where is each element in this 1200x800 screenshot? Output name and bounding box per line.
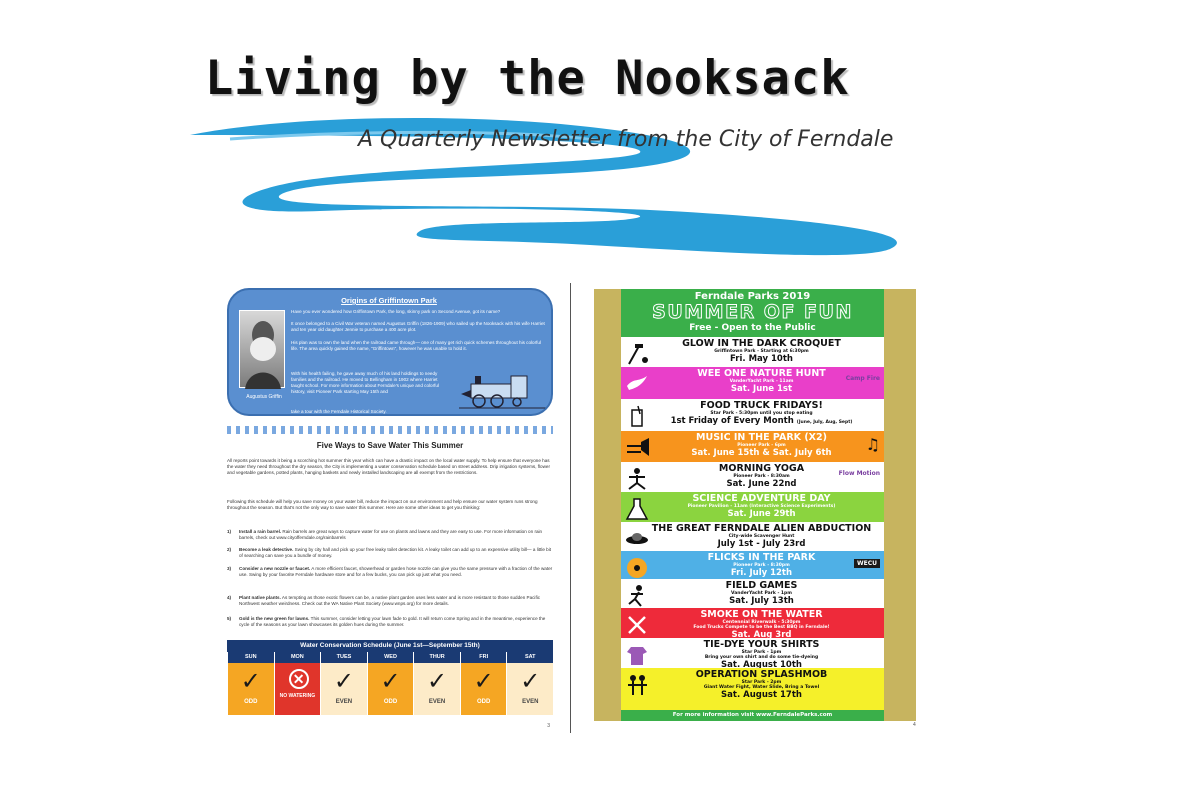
event-location: City-wide Scavenger Hunt	[728, 534, 795, 539]
grill-icon	[625, 613, 649, 637]
event-row	[621, 608, 884, 638]
event-date	[649, 568, 874, 578]
checkmark-icon: ✓	[380, 668, 401, 695]
event-detail: Food Trucks Compete to be the Best BBQ in Ferndale!	[693, 625, 830, 630]
origins-paragraph: His plan was to own the land when the railroad came through— one of many get rich quick schemes throughout his colorful life. The area quickly gained the name, "Griffintown", however he was unable to hold it.	[291, 340, 541, 351]
event-name: OPERATION SPLASHMOB	[695, 669, 828, 680]
schedule-day-label: ODD	[477, 699, 491, 705]
schedule-day-label: ODD	[383, 699, 398, 705]
tip-number: 4)	[227, 595, 232, 600]
checkmark-icon: ✓	[427, 668, 448, 695]
runner-icon	[625, 584, 649, 608]
event-name: GLOW IN THE DARK CROQUET	[682, 338, 841, 349]
event-date-text: 1st Friday of Every Month	[670, 416, 794, 426]
bird-icon	[625, 372, 649, 396]
event-row	[621, 522, 884, 551]
page-number: 4	[913, 722, 916, 728]
event-date	[649, 690, 874, 700]
event-row	[621, 337, 884, 367]
event-date	[649, 539, 874, 549]
film-icon	[625, 556, 649, 579]
schedule-day-header: MON	[274, 652, 321, 663]
checkmark-icon: ✓	[473, 668, 494, 695]
event-name: TIE-DYE YOUR SHIRTS	[703, 639, 820, 650]
sponsor-logo: ♫	[865, 435, 880, 454]
event-date-text: July 1st - July 23rd	[717, 539, 806, 549]
schedule-day-label: EVEN	[335, 699, 353, 705]
event-date	[649, 448, 874, 458]
event-date-text: Sat. June 22nd	[726, 479, 797, 489]
poster-footer: For more information visit www.FerndaleParks.com	[621, 710, 884, 721]
event-name: FLICKS IN THE PARK	[707, 552, 816, 563]
no-watering-icon: ✕	[289, 669, 309, 689]
wave-divider	[227, 426, 553, 434]
event-row	[621, 492, 884, 522]
event-date-text: Sat. June 15th & Sat. July 6th	[691, 448, 832, 458]
event-date-text: Sat. June 29th	[727, 509, 796, 519]
event-date-text: Fri. May 10th	[730, 354, 793, 364]
splash-icon	[625, 673, 649, 697]
event-row	[621, 579, 884, 608]
page-number: 3	[547, 723, 550, 729]
event-location: Centennial Riverwalk - 5:30pm	[722, 620, 801, 625]
event-location: Star Park - 1pm	[741, 650, 782, 655]
checkmark-icon: ✓	[520, 668, 541, 695]
event-date	[649, 509, 874, 519]
event-row	[621, 638, 884, 668]
event-date	[649, 416, 874, 428]
event-name: FIELD GAMES	[725, 580, 798, 591]
event-row	[621, 367, 884, 399]
tip-lead: Consider a new nozzle or faucet.	[239, 566, 311, 571]
trombone-icon	[625, 436, 649, 460]
event-date	[649, 354, 874, 364]
event-location: VanderYacht Park - 1pm	[731, 591, 792, 596]
schedule-day-header: SUN	[227, 652, 274, 663]
schedule-day-cell	[227, 663, 274, 715]
event-row	[621, 462, 884, 492]
event-name: SCIENCE ADVENTURE DAY	[692, 493, 831, 504]
event-row	[621, 431, 884, 462]
tip-text: Rain barrels are great ways to capture water for use on plants and lawns and they are easy to use. For more information on rain barrels, check out www.cityofferndale.org/rainbarrels	[239, 529, 543, 540]
shirt-icon	[625, 643, 649, 667]
event-row	[621, 399, 884, 431]
event-name: FOOD TRUCK FRIDAYS!	[700, 400, 823, 411]
checkmark-icon: ✓	[240, 668, 261, 695]
origins-tour-line: take a tour with the Ferndale Historical Society.	[291, 409, 387, 414]
tip-number: 3)	[227, 566, 232, 571]
tip-lead: Install a rain barrel.	[239, 529, 282, 534]
tip-number: 2)	[227, 547, 232, 552]
checkmark-icon: ✓	[333, 668, 354, 695]
event-location: Star Park - 5:30pm until you stop eating	[710, 411, 813, 416]
schedule-title: Water Conservation Schedule (June 1st—September 15th)	[227, 640, 553, 652]
schedule-day-cell	[506, 663, 553, 715]
drink-icon	[625, 404, 649, 428]
event-name: MORNING YOGA	[718, 463, 805, 474]
schedule-day-header: FRI	[460, 652, 507, 663]
poster-header	[621, 289, 884, 337]
poster-org: Ferndale Parks 2019	[694, 291, 811, 302]
event-location: VanderYacht Park - 11am	[729, 379, 794, 384]
event-date-text: Sat. June 1st	[730, 384, 793, 394]
event-date-text: Sat. August 10th	[721, 660, 802, 668]
ufo-icon	[625, 527, 649, 551]
sponsor-logo: Camp Fire	[845, 375, 880, 382]
water-article-title: Five Ways to Save Water This Summer	[316, 441, 464, 450]
schedule-day-cell	[367, 663, 414, 715]
origins-paragraph: With his health failing, he gave away much of his land holdings to needy families and the railroad. He moved to Bellingham in 1902 where Harriet taught school. For more information about Ferndale's unique and colorful history, visit Pioneer Park starting May 15th and	[291, 371, 439, 394]
schedule-day-header: SAT	[506, 652, 553, 663]
event-row	[621, 668, 884, 710]
event-row	[621, 551, 884, 579]
croquet-icon	[625, 342, 649, 366]
masthead	[170, 35, 940, 260]
page-3	[222, 283, 558, 733]
schedule-day-cells	[227, 663, 553, 715]
schedule-day-cell	[460, 663, 507, 715]
origins-title: Origins of Griffintown Park	[341, 296, 437, 305]
portrait-caption: Augustus Griffin	[246, 394, 282, 400]
event-date-text: Sat. Aug 3rd	[731, 630, 792, 638]
tip-text: As tempting as those exotic flowers can be, a native plant garden uses less water and is more resistant to those sudden Pacific Northwest weather weirdness. Check out the WA Native Plant Society (www.wnps.org) for more details.	[239, 595, 541, 606]
tip-lead: Gold is the new green for lawns.	[239, 616, 310, 621]
event-name: THE GREAT FERNDALE ALIEN ABDUCTION	[651, 523, 872, 534]
schedule-day-header: WED	[367, 652, 414, 663]
event-location: Griffintown Park - Starting at 6:30pm	[714, 349, 809, 354]
tip-text: Swing by city hall and pick up your free leaky toilet detection kit. A leaky toilet can add up to an expensive utility bill— a little bit of searching can save you a bundle of money.	[239, 547, 552, 558]
schedule-day-label: EVEN	[428, 699, 446, 705]
event-location: Pioneer Park - 8:30pm	[733, 563, 790, 568]
event-detail: Bring your own shirt and do some tie-dyeing	[704, 655, 819, 660]
event-name: WEE ONE NATURE HUNT	[697, 368, 826, 379]
event-date-note: (June, July, Aug, Sept)	[796, 420, 853, 425]
schedule-day-cell	[274, 663, 321, 715]
train-illustration	[459, 368, 551, 410]
summer-of-fun-poster	[594, 289, 916, 721]
schedule-day-header: TUES	[320, 652, 367, 663]
poster-body	[621, 289, 884, 721]
event-location: Pioneer Park - 8:30am	[733, 474, 790, 479]
schedule-day-cell	[320, 663, 367, 715]
event-date	[649, 660, 874, 668]
water-intro-paragraph: All reports point towards it being a scorching hot summer this year which can have a drastic impact on the local water supply. To help ensure that everyone has the water they need throughout the dry season, the City is implementing a water conservation schedule based on street address. Drip irrigation systems, flower and vegetable gardens, potted plants, hanging baskets and newly installed landscaping are all exempt from the restrictions.	[227, 458, 551, 475]
sponsor-logo: Flow Motion	[838, 470, 880, 477]
tip-text: A more efficient faucet, showerhead or garden hose nozzle can give you the same pressure with a fraction of the water use. Swing by your favorite Ferndale hardware store and for a few bucks, you can pick up just what you need.	[239, 566, 553, 577]
event-name: SMOKE ON THE WATER	[700, 609, 823, 620]
schedule-day-label: NO WATERING	[279, 693, 316, 699]
event-date	[649, 630, 874, 638]
event-location: Star Park - 2pm	[741, 680, 782, 685]
newsletter-title: Living by the Nooksack	[205, 51, 850, 106]
schedule-day-label: ODD	[244, 699, 258, 705]
event-date	[649, 596, 874, 606]
tip-number: 5)	[227, 616, 232, 621]
schedule-day-headers	[227, 652, 553, 663]
water-intro-paragraph: Following this schedule will help you save money on your water bill, reduce the impact on our environment and help ensure our water system runs strong throughout the season. But that's not the only way to save water this summer. Here are some other ideas to get you thinking:	[227, 499, 538, 510]
event-date-text: Sat. August 17th	[721, 690, 802, 700]
event-location: Pioneer Park - 6pm	[737, 443, 786, 448]
flask-icon	[625, 497, 649, 521]
event-date-text: Fri. July 12th	[730, 568, 793, 578]
sponsor-logo: WECU	[854, 559, 880, 568]
water-schedule-table	[227, 640, 553, 725]
newsletter-subtitle: A Quarterly Newsletter from the City of Ferndale	[358, 127, 894, 152]
event-date-text: Sat. July 13th	[729, 596, 794, 606]
page-divider	[570, 283, 571, 733]
origins-paragraph: It once belonged to a Civil War veteran named Augustus Griffin (1826-1909) who sailed up the Nooksack with his wife Harriet and ten year old daughter Jennie to purchase a 400 acre plot.	[291, 321, 545, 332]
schedule-day-header: THUR	[413, 652, 460, 663]
event-name: MUSIC IN THE PARK (X2)	[696, 432, 827, 443]
event-date	[649, 479, 874, 489]
schedule-day-label: EVEN	[522, 699, 539, 705]
schedule-day-cell	[413, 663, 460, 715]
origins-paragraph: Have you ever wondered how Griffintown Park, the long, skinny park on Second Avenue, got its name?	[291, 309, 501, 314]
event-detail: Giant Water Fight, Water Slide, Bring a Towel	[703, 685, 820, 690]
tip-text: This summer, consider letting your lawn fade to gold. It will return come Spring and in the meantime, experience the cycle of the seasons as your lawn showcases its golden hues during the summer.	[239, 616, 546, 627]
poster-title: SUMMER OF FUN	[652, 301, 853, 323]
event-date	[649, 384, 874, 394]
poster-free-line: Free - Open to the Public	[689, 323, 816, 333]
origins-article	[227, 288, 553, 416]
tip-lead: Become a leak detective.	[239, 547, 294, 552]
augustus-griffin-portrait	[239, 310, 285, 388]
event-location: Pioneer Pavilion - 11am (Interactive Science Experiments)	[687, 504, 836, 509]
yoga-icon	[625, 467, 649, 491]
tip-number: 1)	[227, 529, 232, 534]
tip-lead: Plant native plants.	[239, 595, 281, 600]
